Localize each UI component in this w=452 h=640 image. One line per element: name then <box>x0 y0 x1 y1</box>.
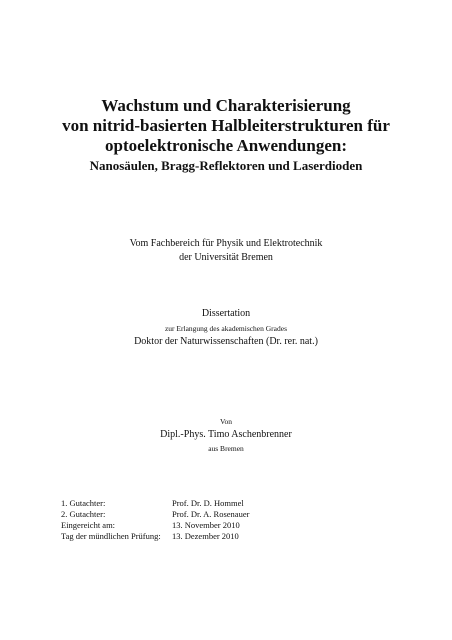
exam-date-row <box>61 531 249 542</box>
reviewer-value: Prof. Dr. D. Hommel <box>172 498 244 508</box>
title-line-2: von nitrid-basierten Halbleiterstrukturen für <box>62 116 390 135</box>
submission-label: Eingereicht am: <box>61 520 116 530</box>
title-line-3: optoelektronische Anwendungen: <box>105 136 347 155</box>
degree-title: Doktor der Naturwissenschaften (Dr. rer. nat.) <box>134 336 318 347</box>
faculty-line-2: der Universität Bremen <box>179 252 273 263</box>
submission-value: 13. November 2010 <box>172 520 240 530</box>
degree-type: Dissertation <box>201 308 251 319</box>
reviewer-value: Prof. Dr. A. Rosenauer <box>172 509 250 519</box>
author-from-label: Von <box>220 417 232 426</box>
reviewer-label: 1. Gutachter: <box>61 498 106 508</box>
exam-date-value: 13. Dezember 2010 <box>172 531 239 541</box>
title-line-1: Wachstum und Charakterisierung <box>101 96 351 115</box>
degree-purpose: zur Erlangung des akademischen Grades <box>164 324 288 333</box>
reviewers-table <box>61 498 249 542</box>
submission-row <box>61 520 249 531</box>
reviewer-label: 2. Gutachter: <box>61 509 106 519</box>
author-origin: aus Bremen <box>208 444 244 453</box>
faculty-line-1: Vom Fachbereich für Physik und Elektrotechnik <box>129 238 323 249</box>
exam-date-label: Tag der mündlichen Prüfung: <box>61 531 161 541</box>
reviewer-row <box>61 498 249 509</box>
subtitle: Nanosäulen, Bragg-Reflektoren und Laserdioden <box>89 158 363 173</box>
author-name: Dipl.-Phys. Timo Aschenbrenner <box>160 429 292 440</box>
reviewer-row <box>61 509 249 520</box>
